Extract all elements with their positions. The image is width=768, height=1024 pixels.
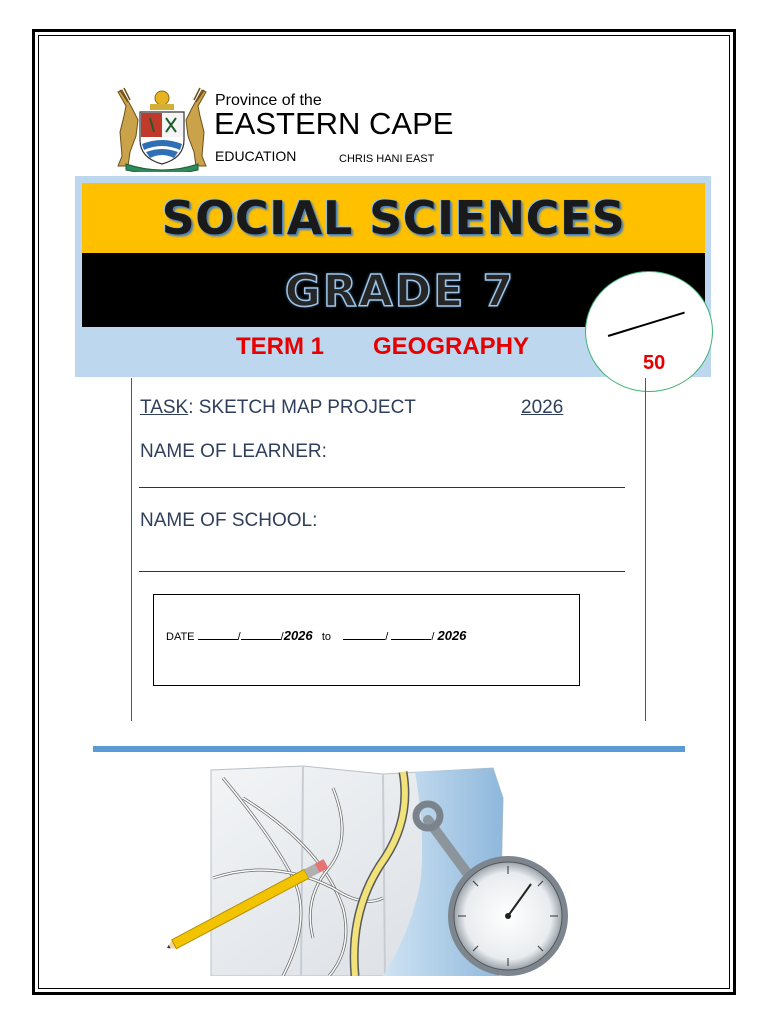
date-start-day-field[interactable] <box>198 631 238 640</box>
form-right-rule <box>645 378 646 721</box>
grade-title: GRADE 7 <box>284 266 516 317</box>
coat-of-arms-icon <box>110 86 214 172</box>
term-label: TERM 1 <box>236 333 325 360</box>
learner-name-label: NAME OF LEARNER: <box>140 441 327 462</box>
logo-district: CHRIS HANI EAST <box>339 153 435 165</box>
date-label: DATE <box>166 631 195 643</box>
school-name-field[interactable] <box>139 571 625 572</box>
learner-name-field[interactable] <box>139 487 625 488</box>
date-end-month-field[interactable] <box>391 631 431 640</box>
date-line: DATE / /2026 to / / 2026 <box>166 628 467 643</box>
form-left-rule <box>131 378 132 721</box>
score-total: 50 <box>643 352 666 374</box>
date-start-month-field[interactable] <box>241 631 281 640</box>
logo-department: EDUCATION <box>215 148 297 164</box>
date-end-year: 2026 <box>437 628 467 643</box>
date-end-day-field[interactable] <box>343 631 385 640</box>
task-label: TASK <box>140 397 189 418</box>
task-year: 2026 <box>521 397 564 418</box>
task-value: : SKETCH MAP PROJECT <box>188 397 416 418</box>
section-divider <box>93 746 685 752</box>
task-line <box>140 397 416 419</box>
school-name-label: NAME OF SCHOOL: <box>140 510 318 531</box>
date-start-year: 2026 <box>283 628 313 643</box>
logo-province-name: EASTERN CAPE <box>214 106 454 141</box>
subject-title: SOCIAL SCIENCES <box>161 191 626 245</box>
map-pencil-opisometer-illustration <box>153 758 594 976</box>
date-to: to <box>321 631 331 643</box>
logo-province: Province of the <box>215 92 322 109</box>
topic-label: GEOGRAPHY <box>373 333 530 360</box>
